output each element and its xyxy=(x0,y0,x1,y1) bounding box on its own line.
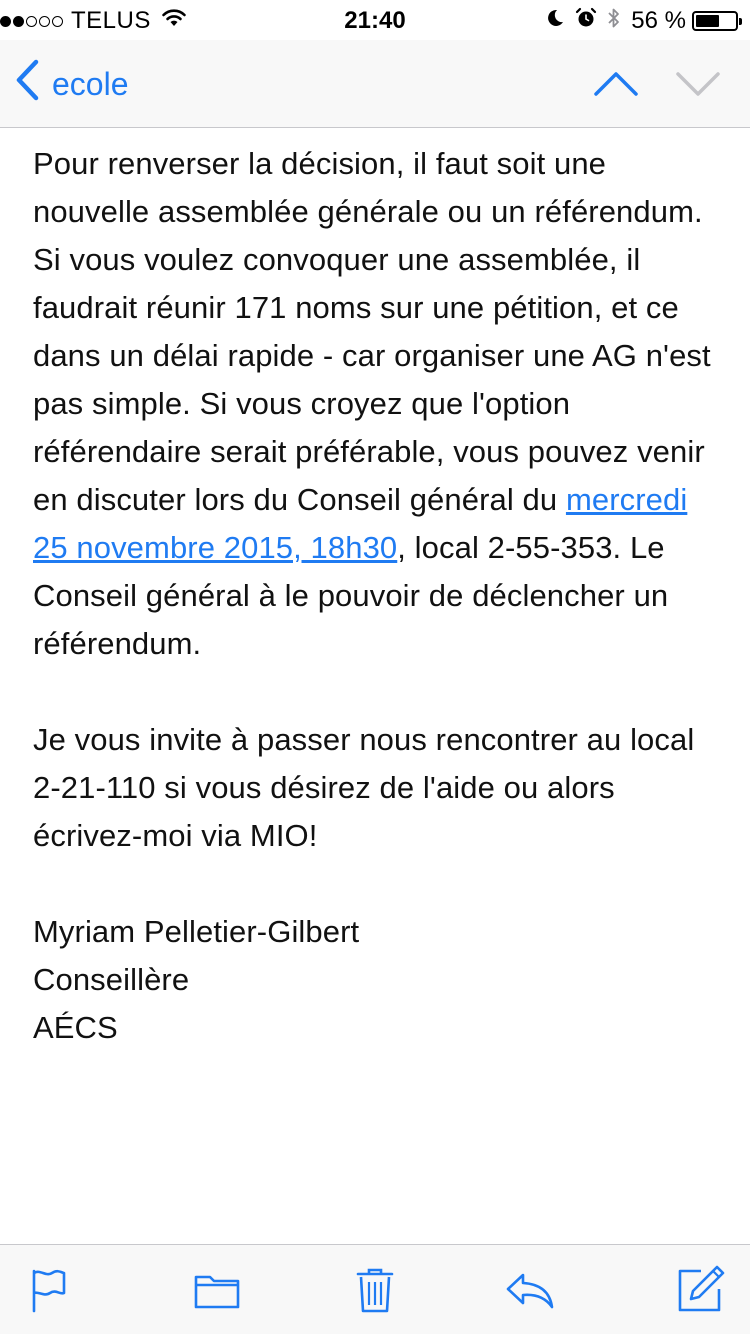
flag-icon xyxy=(26,1302,76,1319)
move-to-folder-button[interactable] xyxy=(192,1265,242,1315)
flag-button[interactable] xyxy=(26,1265,76,1315)
back-label: ecole xyxy=(52,65,129,102)
moon-icon xyxy=(545,7,565,35)
navigation-bar xyxy=(0,40,750,128)
bottom-toolbar xyxy=(0,1244,750,1334)
carrier-name: TELUS xyxy=(71,7,151,34)
paragraph-1-text: Pour renverser la décision, il faut soit une nouvelle assemblée générale ou un référendum. Si vous voulez convoquer une assemblée, il faudrait réunir 171 noms sur une pétition, et ce dans un délai rapide - car organiser une AG n'est pas simple. Si vous croyez que l'option référendaire serait préférable, vous pouvez venir en discuter lors du Conseil général du xyxy=(33,146,711,517)
reply-icon xyxy=(505,1302,555,1319)
compose-button[interactable] xyxy=(675,1265,725,1315)
signature-title: Conseillère xyxy=(33,962,190,997)
message-paragraph-1 xyxy=(33,140,723,668)
message-paragraph-2: Je vous invite à passer nous rencontrer au local 2-21-110 si vous désirez de l'aide ou alors écrivez-moi via MIO! xyxy=(33,722,695,853)
previous-message-button[interactable] xyxy=(586,62,646,106)
reply-button[interactable] xyxy=(505,1265,555,1315)
next-message-button[interactable] xyxy=(668,62,728,106)
date-link[interactable]: mercredi 25 novembre 2015, 18h30 xyxy=(33,482,688,565)
delete-button[interactable] xyxy=(350,1265,400,1315)
chevron-up-icon xyxy=(586,93,646,110)
battery-icon xyxy=(692,11,738,31)
chevron-down-icon xyxy=(668,93,728,110)
status-right xyxy=(535,6,738,36)
battery-percent: 56 % xyxy=(631,7,686,34)
status-bar xyxy=(0,0,750,40)
folder-icon xyxy=(192,1302,242,1319)
back-button[interactable] xyxy=(14,62,129,106)
alarm-icon xyxy=(575,7,597,36)
signature-name: Myriam Pelletier-Gilbert xyxy=(33,914,360,949)
chevron-left-icon xyxy=(14,58,40,110)
status-time: 21:40 xyxy=(344,7,406,34)
bluetooth-icon xyxy=(607,6,621,37)
message-body xyxy=(33,140,723,1052)
signature-org: AÉCS xyxy=(33,1010,118,1045)
trash-icon xyxy=(350,1302,400,1319)
paragraph-1-text-end: , local 2-55-353. Le Conseil général à le pouvoir de déclencher un référendum. xyxy=(33,530,669,661)
compose-icon xyxy=(675,1302,725,1319)
